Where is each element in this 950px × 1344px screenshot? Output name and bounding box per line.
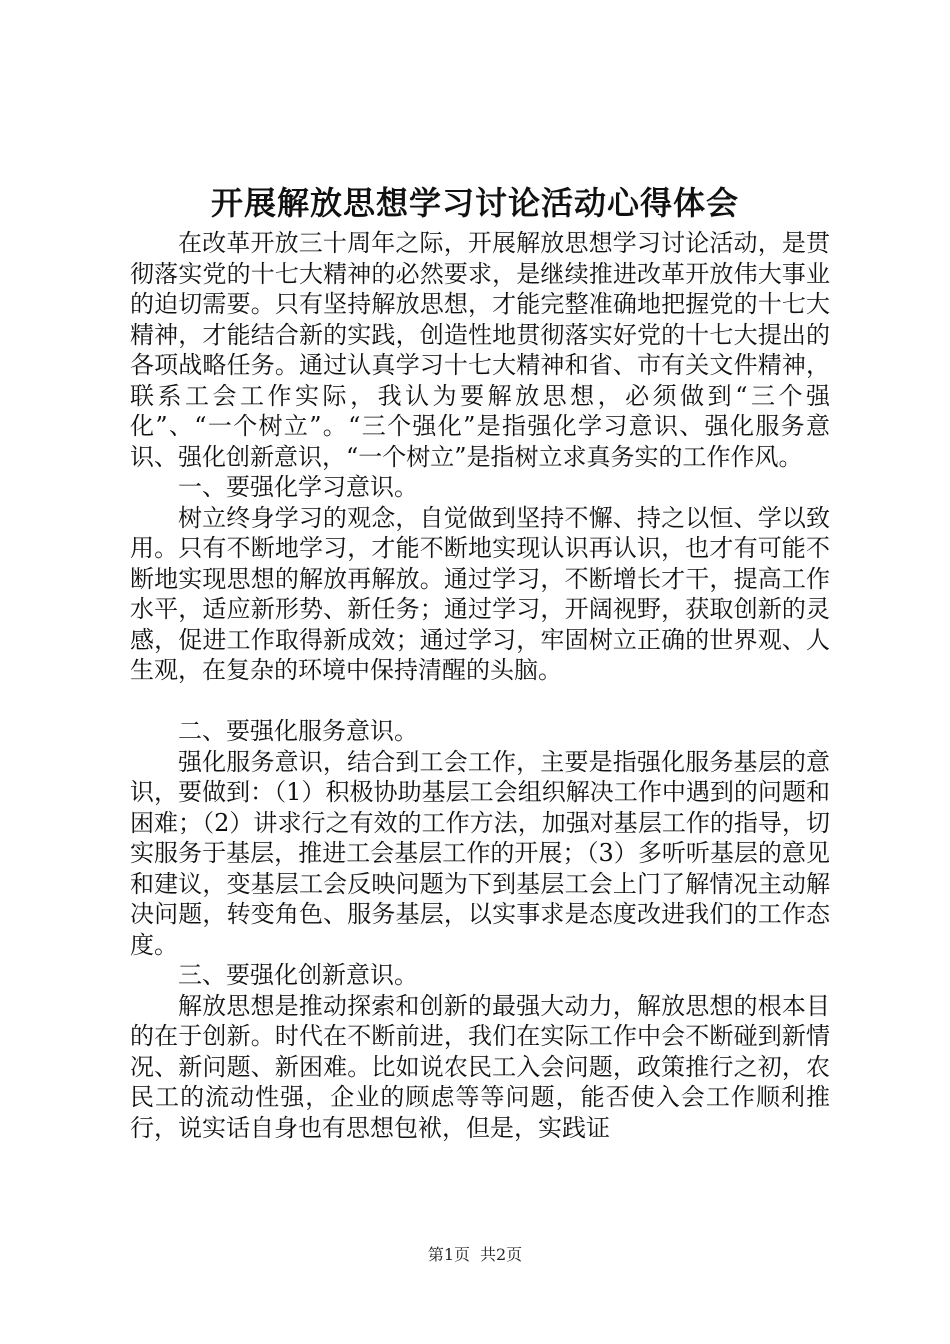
- document-body: [130, 228, 830, 1143]
- section-heading-1: 一、要强化学习意识。: [178, 473, 418, 501]
- paragraph-spacer: [130, 686, 830, 717]
- page-number-total: 共2页: [480, 1245, 523, 1264]
- paragraph-intro: 在改革开放三十周年之际，开展解放思想学习讨论活动，是贯彻落实党的十七大精神的必然要求，是继续推进改革开放伟大事业的迫切需要。只有坚持解放思想，才能完整准确地把握党的十七大精神，才能结合新的实践，创造性地贯彻落实好党的十七大提出的各项战略任务。通过认真学习十七大精神和省、市有关文件精神，联系工会工作实际，我认为要解放思想，必须做到“三个强化”、“一个树立”。“三个强化”是指强化学习意识、强化服务意识、强化创新意识，“一个树立”是指树立求真务实的工作作风。: [130, 229, 830, 471]
- paragraph-section-3: 解放思想是推动探索和创新的最强大动力，解放思想的根本目的在于创新。时代在不断前进，我们在实际工作中会不断碰到新情况、新问题、新困难。比如说农民工入会问题，政策推行之初，农民工的流动性强，企业的顾虑等等问题，能否使入会工作顺利推行，说实话自身也有思想包袱，但是，实践证: [130, 991, 830, 1142]
- paragraph-section-2: 强化服务意识，结合到工会工作，主要是指强化服务基层的意识，要做到：（1）积极协助基层工会组织解决工作中遇到的问题和困难；（2）讲求行之有效的工作方法，加强对基层工作的指导，切实服务于基层，推进工会基层工作的开展；（3）多听听基层的意见和建议，变基层工会反映问题为下到基层工会上门了解情况主动解决问题，转变角色、服务基层，以实事求是态度改进我们的工作态度。: [130, 747, 830, 959]
- paragraph-section-1: 树立终身学习的观念，自觉做到坚持不懈、持之以恒、学以致用。只有不断地学习，才能不断地实现认识再认识，也才有可能不断地实现思想的解放再解放。通过学习，不断增长才干，提高工作水平，适应新形势、新任务；通过学习，开阔视野，获取创新的灵感，促进工作取得新成效；通过学习，牢固树立正确的世界观、人生观，在复杂的环境中保持清醒的头脑。: [130, 503, 830, 684]
- section-heading-2: 二、要强化服务意识。: [178, 717, 418, 745]
- document-title: 开展解放思想学习讨论活动心得体会: [210, 184, 739, 222]
- section-heading-3: 三、要强化创新意识。: [178, 961, 418, 989]
- page-footer: [0, 1245, 950, 1265]
- page-number-current: 第1页: [427, 1245, 470, 1264]
